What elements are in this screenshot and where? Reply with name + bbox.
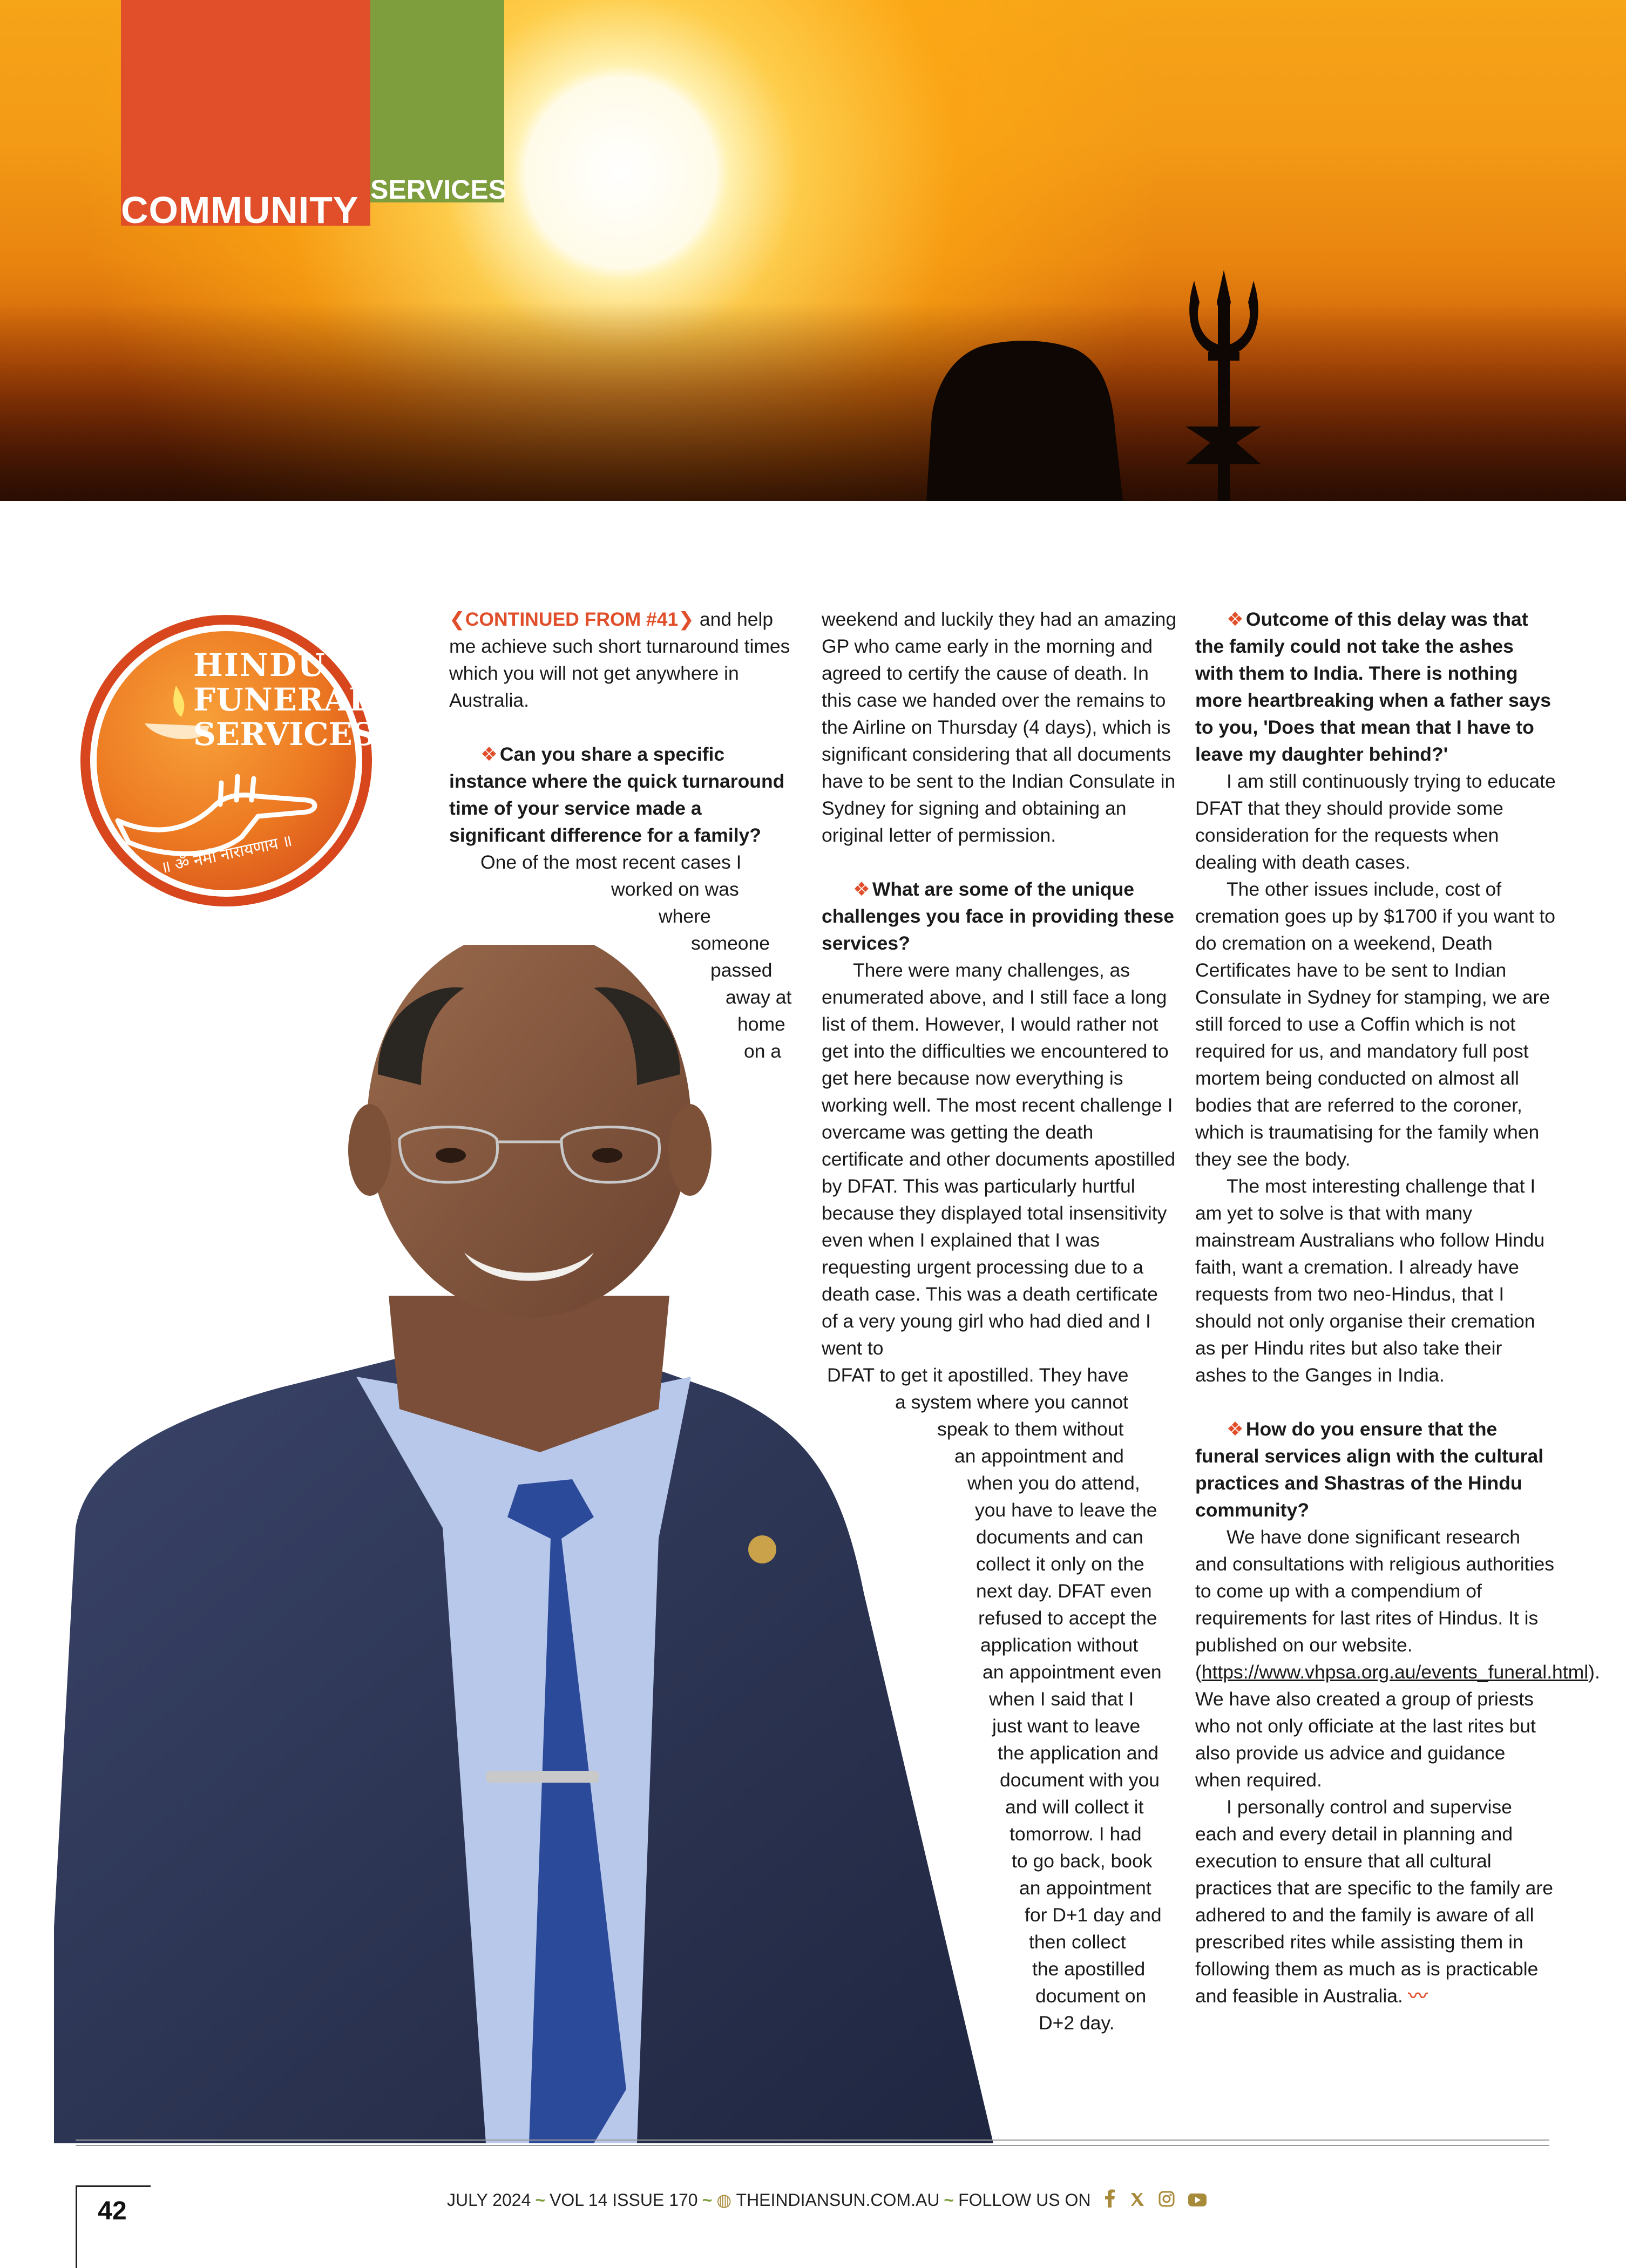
article-column-2 bbox=[822, 606, 1179, 2036]
wave-separator-icon: ~ bbox=[944, 2190, 954, 2210]
section-title: COMMUNITY bbox=[121, 189, 359, 231]
wrap-line: document with you bbox=[1000, 1769, 1160, 1791]
wrap-line: where bbox=[659, 905, 711, 927]
wrap-line: the apostilled bbox=[1032, 1958, 1146, 1980]
wrap-line: for D+1 day and bbox=[1025, 1904, 1162, 1926]
end-mark-icon: 〰 bbox=[1408, 1985, 1428, 2007]
question-3: ❖ Outcome of this delay was that the family could not take the ashes with them to India. There is nothing more heartbreaking when a father says to you, 'Does that mean that I have to leave my daughter behind?' bbox=[1195, 608, 1551, 765]
wrap-line: DFAT to get it apostilled. They have bbox=[827, 1364, 1129, 1386]
website-link[interactable]: https://www.vhpsa.org.au/events_funeral.html bbox=[1201, 1661, 1589, 1683]
issue-date: JULY 2024 bbox=[447, 2190, 531, 2210]
wrap-line: worked on was bbox=[611, 878, 739, 900]
logo-title-line3: SERVICES bbox=[193, 716, 375, 753]
diamond-bullet-icon: ❖ bbox=[853, 878, 870, 900]
wrap-line: to go back, book bbox=[1012, 1850, 1153, 1872]
footer-rule bbox=[76, 2145, 1549, 2146]
instagram-icon[interactable] bbox=[1158, 2188, 1175, 2215]
paragraph-with-link: We have done significant research and consultations with religious authorities to come up with a compendium of requirements for last rites of Hindus. It is published on our website. (https://www.vhpsa.org.au/events_funeral.html). We have also created a group of priests who not only officiate at the last rites but also provide us advice and guidance when required. bbox=[1195, 1526, 1600, 1791]
wave-separator-icon: ~ bbox=[535, 2190, 546, 2210]
header-banner bbox=[0, 0, 1626, 501]
wrap-line: on a bbox=[744, 1040, 782, 1062]
paragraph-text: and help me achieve such short turnaround times which you will not get anywhere in Australia. bbox=[449, 608, 790, 711]
wrap-line: when you do attend, bbox=[967, 1472, 1140, 1494]
wrap-line: when I said that I bbox=[989, 1688, 1134, 1710]
wave-separator-icon: ~ bbox=[702, 2190, 713, 2210]
wrap-line: application without bbox=[980, 1634, 1139, 1656]
question-4: ❖ How do you ensure that the funeral services align with the cultural practices and Shastras of the Hindu community? bbox=[1195, 1418, 1544, 1521]
article-column-3 bbox=[1195, 606, 1600, 2009]
wrap-line: someone bbox=[691, 932, 770, 954]
paragraph: The most interesting challenge that I am yet to solve is that with many mainstream Australians who follow Hindu faith, want a cremation. I already have requests from two neo-Hindus, that I should not only organise their cremation as per Hindu rites but also take their ashes to the Ganges in India. bbox=[1195, 1175, 1545, 1386]
issue-volume: VOL 14 ISSUE 170 bbox=[550, 2190, 698, 2210]
paragraph: I am still continuously trying to educate DFAT that they should provide some consideration for the requests when dealing with death cases. bbox=[1195, 770, 1556, 873]
paragraph-continued bbox=[449, 606, 800, 714]
youtube-icon[interactable] bbox=[1188, 2188, 1207, 2215]
paragraph: weekend and luckily they had an amazing GP who came early in the morning and agreed to certify the cause of death. In this case we handed over the remains to the Airline on Thursday (4 days), which is significant considering that all documents have to be sent to the Indian Consulate in Sydney for signing and obtaining an original letter of permission. bbox=[822, 608, 1177, 846]
wrap-line: then collect bbox=[1029, 1931, 1126, 1953]
paragraph: The other issues include, cost of cremation goes up by $1700 if you want to do cremation on a weekend, Death Certificates have to be sent to Indian Consulate in Sydney for stamping, we are still forced to use a Coffin which is not required for us, and mandatory full post mortem being conducted on almost all bodies that are referred to the coroner, which is traumatising for the family when they see the body. bbox=[1195, 878, 1556, 1170]
wrap-line: passed bbox=[710, 959, 773, 981]
wrap-line: speak to them without bbox=[937, 1418, 1124, 1440]
wrap-line: home bbox=[737, 1013, 785, 1035]
facebook-icon[interactable] bbox=[1103, 2188, 1117, 2215]
globe-icon: ◍ bbox=[716, 2190, 732, 2210]
hindu-funeral-services-logo bbox=[80, 605, 375, 917]
website-link[interactable]: THEINDIANSUN.COM.AU bbox=[736, 2190, 940, 2210]
wrap-line: and will collect it bbox=[1005, 1796, 1144, 1818]
logo-title-line1: HINDU bbox=[193, 647, 326, 683]
logo-title-line2: FUNERAL bbox=[193, 681, 371, 718]
footer-bar bbox=[447, 2186, 1207, 2213]
answer-2-wrap bbox=[822, 1362, 1179, 2036]
wrap-line: collect it only on the bbox=[976, 1553, 1144, 1575]
answer-1-wrap bbox=[449, 849, 800, 1065]
section-color-block-green bbox=[370, 0, 506, 205]
wrap-line: refused to accept the bbox=[978, 1607, 1157, 1629]
question-2: ❖ What are some of the unique challenges you face in providing these services? bbox=[822, 878, 1174, 954]
wrap-line: just want to leave bbox=[992, 1715, 1141, 1737]
question-1: ❖ Can you share a specific instance where the quick turnaround time of your service made a significant difference for a family? bbox=[449, 743, 785, 846]
logo-motto: ॥ ॐ नमो नारायणाय ॥ bbox=[159, 831, 294, 877]
page-number: 42 bbox=[98, 2197, 127, 2225]
wrap-line: D+2 day. bbox=[1039, 2012, 1115, 2034]
wrap-line: documents and can bbox=[976, 1526, 1143, 1548]
wrap-line: One of the most recent cases I bbox=[480, 851, 742, 873]
paragraph: I personally control and supervise each and every detail in planning and execution to ensure that all cultural practices that are specific to the family are adhered to and the family is aware of all prescribed rites while assisting them in following them as much as is practicable and feasible in Australia. 〰 bbox=[1195, 1796, 1553, 2007]
wrap-line: the application and bbox=[998, 1742, 1159, 1764]
wrap-line: you have to leave the bbox=[975, 1499, 1157, 1521]
wrap-line: an appointment bbox=[1019, 1877, 1151, 1899]
wrap-line: document on bbox=[1035, 1985, 1147, 2007]
follow-label: FOLLOW US ON bbox=[958, 2190, 1091, 2210]
answer-2: There were many challenges, as enumerated above, and I still face a long list of them. However, I would rather not get into the difficulties we encountered to get here because now everything is working well. The most recent challenge I overcame was getting the death certificate and other documents apostilled by DFAT. This was particularly hurtful because they displayed total insensitivity even when I explained that I was requesting urgent processing due to a death case. This was a death certificate of a very young girl who had died and I went to bbox=[822, 959, 1176, 1359]
wrap-line: an appointment and bbox=[954, 1445, 1124, 1467]
section-subtitle: SERVICES bbox=[370, 174, 506, 205]
article-column-1 bbox=[449, 606, 800, 1065]
footer-rule bbox=[76, 2140, 1549, 2141]
wrap-line: next day. DFAT even bbox=[976, 1580, 1152, 1602]
diamond-bullet-icon: ❖ bbox=[1227, 1418, 1244, 1440]
wrap-line: a system where you cannot bbox=[895, 1391, 1129, 1413]
continued-marker: ❮CONTINUED FROM #41❯ bbox=[449, 608, 694, 630]
wrap-line: an appointment even bbox=[983, 1661, 1162, 1683]
wrap-line: away at bbox=[726, 986, 792, 1008]
diamond-bullet-icon: ❖ bbox=[480, 743, 498, 765]
diamond-bullet-icon: ❖ bbox=[1227, 608, 1244, 630]
x-twitter-icon[interactable] bbox=[1129, 2188, 1146, 2215]
wrap-line: tomorrow. I had bbox=[1010, 1823, 1142, 1845]
